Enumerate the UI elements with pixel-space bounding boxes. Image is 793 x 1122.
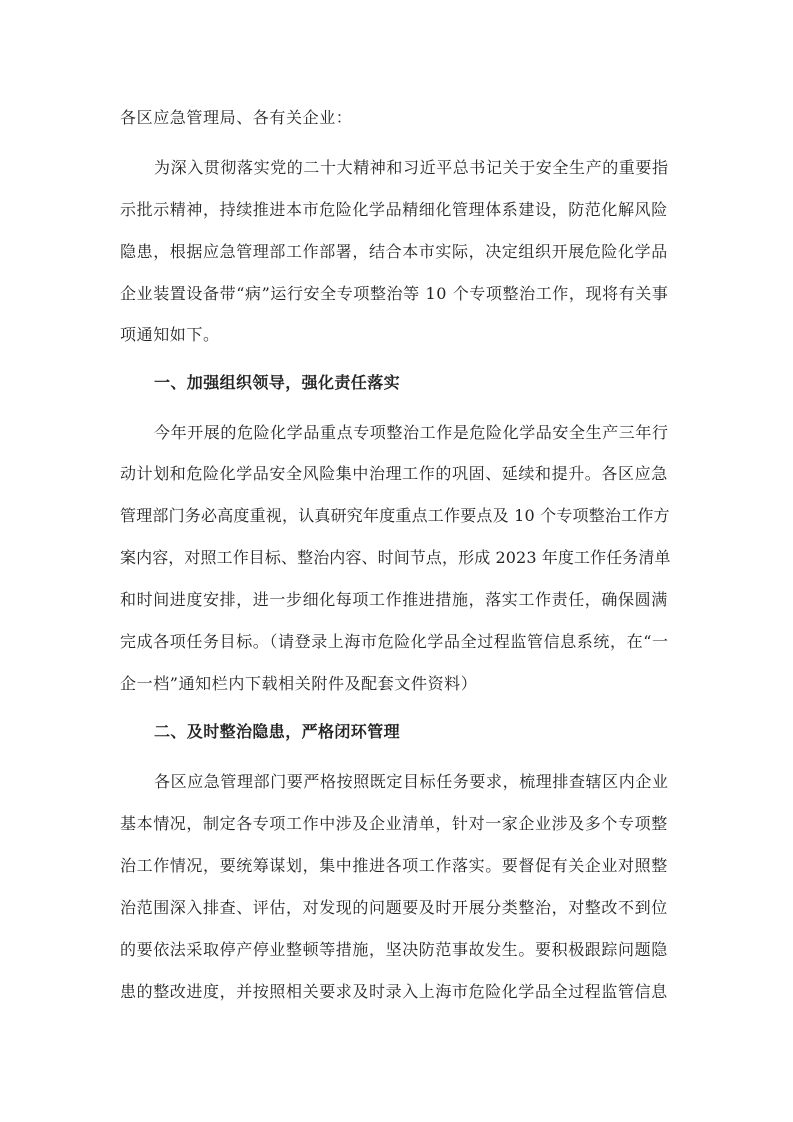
paragraph-line: 各区应急管理部门要严格按照既定目标任务要求，梳理排查辖区内企业: [154, 772, 669, 791]
paragraph-line: 企一档”通知栏内下载相关附件及配套文件资料）: [120, 674, 478, 693]
paragraph-line: 治工作情况，要统筹谋划，集中推进各项工作落实。要督促有关企业对照整: [120, 856, 668, 875]
paragraph-line: 示批示精神，持续推进本市危险化学品精细化管理体系建设，防范化解风险: [120, 200, 668, 219]
paragraph-line: 为深入贯彻落实党的二十大精神和习近平总书记关于安全生产的重要指: [154, 158, 669, 177]
paragraph-line: 案内容，对照工作目标、整治内容、时间节点，形成 2023 年度工作任务清单: [120, 548, 671, 567]
paragraph-line: 今年开展的危险化学品重点专项整治工作是危险化学品安全生产三年行: [154, 423, 669, 442]
paragraph-line: 基本情况，制定各专项工作中涉及企业清单，针对一家企业涉及多个专项整: [120, 814, 668, 833]
paragraph-line: 治范围深入排查、评估，对发现的问题要及时开展分类整治，对整改不到位: [120, 898, 668, 917]
section-heading: 一、加强组织领导，强化责任落实: [154, 373, 401, 392]
paragraph-line: 动计划和危险化学品安全风险集中治理工作的巩固、延续和提升。各区应急: [120, 464, 668, 483]
paragraph-line: 完成各项任务目标。（请登录上海市危险化学品全过程监管信息系统，在“一: [120, 632, 669, 651]
paragraph-line: 患的整改进度，并按照相关要求及时录入上海市危险化学品全过程监管信息: [120, 982, 668, 1001]
salutation: 各区应急管理局、各有关企业：: [120, 108, 353, 127]
paragraph-line: 和时间进度安排，进一步细化每项工作推进措施，落实工作责任，确保圆满: [120, 590, 668, 609]
section-heading: 二、及时整治隐患，严格闭环管理: [154, 722, 401, 741]
paragraph-line: 企业装置设备带“病”运行安全专项整治等 10 个专项整治工作，现将有关事: [120, 284, 669, 303]
paragraph-line: 项通知如下。: [120, 325, 220, 344]
paragraph-line: 管理部门务必高度重视，认真研究年度重点工作要点及 10 个专项整治工作方: [120, 506, 670, 525]
paragraph-line: 隐患，根据应急管理部工作部署，结合本市实际，决定组织开展危险化学品: [120, 242, 668, 261]
paragraph-line: 的要依法采取停产停业整顿等措施，坚决防范事故发生。要积极跟踪问题隐: [120, 940, 668, 959]
